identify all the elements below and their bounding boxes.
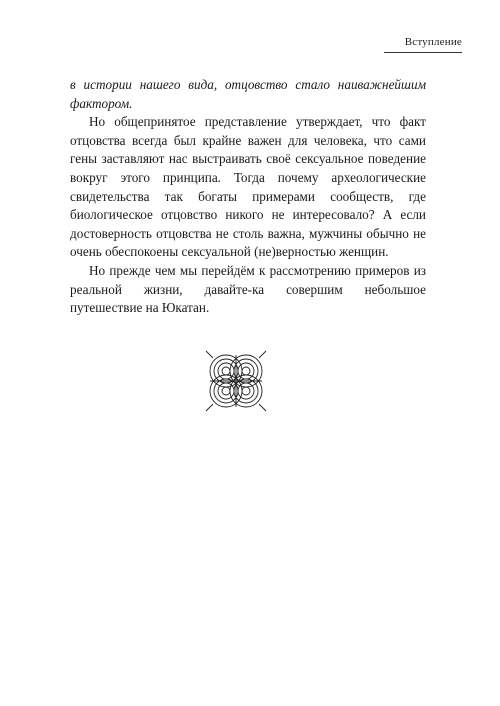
running-header: Вступление — [404, 36, 462, 48]
four-circle-knot-icon — [204, 349, 268, 413]
continued-paragraph: в истории нашего вида, отцовство стало наиважнейшим фактором. — [70, 77, 426, 111]
text-block — [70, 76, 426, 318]
paragraph: Но общепринятое представление утверждает, что факт отцовства всегда был крайне важен для человека, что сами гены заставляют нас выстраивать своё сексуальное поведение вокруг этого принципа. Тогда почему археологические свидетельства так богаты примерами сообществ, где биологическое отцовство никого не интересовало? А если достоверность отцовства не столь важна, мужчины обычно не очень обеспокоены сексуальной (не)верностью женщин. — [70, 114, 426, 260]
paragraph: Но прежде чем мы перейдём к рассмотрению примеров из реальной жизни, давайте-ка совершим небольшое путешествие на Юкатан. — [70, 262, 426, 316]
header-rule — [384, 52, 462, 53]
